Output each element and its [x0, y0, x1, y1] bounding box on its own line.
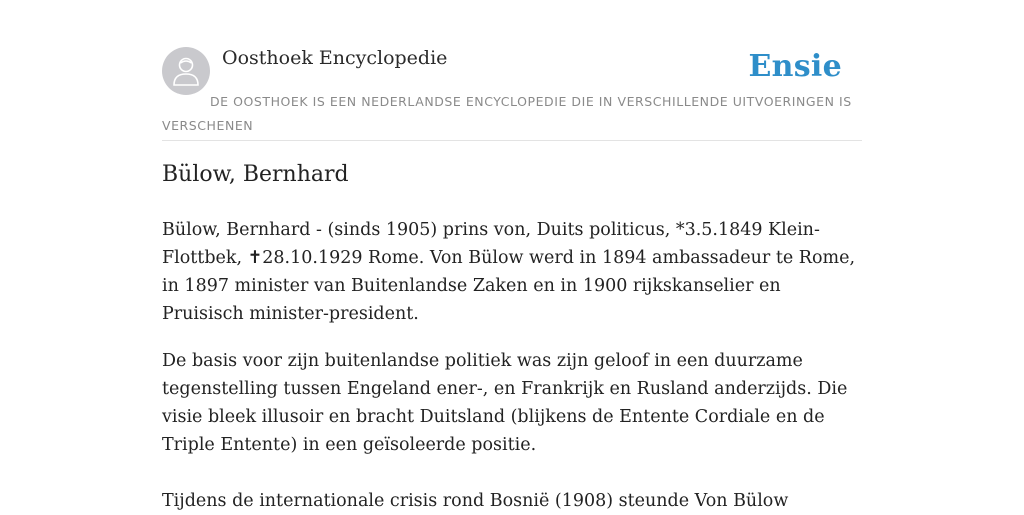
- source-description: DE OOSTHOEK IS EEN NEDERLANDSE ENCYCLOPEDIE DIE IN VERSCHILLENDE UITVOERINGEN IS VERSCHENEN: [162, 94, 852, 133]
- user-avatar-icon: [172, 55, 200, 87]
- article-paragraph: Bülow, Bernhard - (sinds 1905) prins von, Duits politicus, *3.5.1849 Klein-Flottbek, ✝28.10.1929 Rome. Von Bülow werd in 1894 ambassadeur te Rome, in 1897 minister van Buitenlandse Zaken en in 1900 rijkskanselier en Pruisisch minister-president.: [162, 220, 856, 324]
- source-name-link[interactable]: Oosthoek Encyclopedie: [222, 47, 448, 69]
- source-avatar[interactable]: [162, 47, 210, 95]
- article-paragraph: Tijdens de internationale crisis rond Bosnië (1908) steunde Von Bülow: [162, 491, 789, 511]
- source-header: [162, 46, 862, 141]
- article-paragraph: De basis voor zijn buitenlandse politiek was zijn geloof in een duurzame tegenstelling tussen Engeland ener-, en Frankrijk en Rusland anderzijds. Die visie bleek illusoir en bracht Duitsland (blijkens de Entente Cordiale en de Triple Entente) in een geïsoleerde positie.: [162, 351, 848, 455]
- ensie-logo-link[interactable]: Ensie: [748, 49, 842, 84]
- article-title: Bülow, Bernhard: [162, 162, 349, 187]
